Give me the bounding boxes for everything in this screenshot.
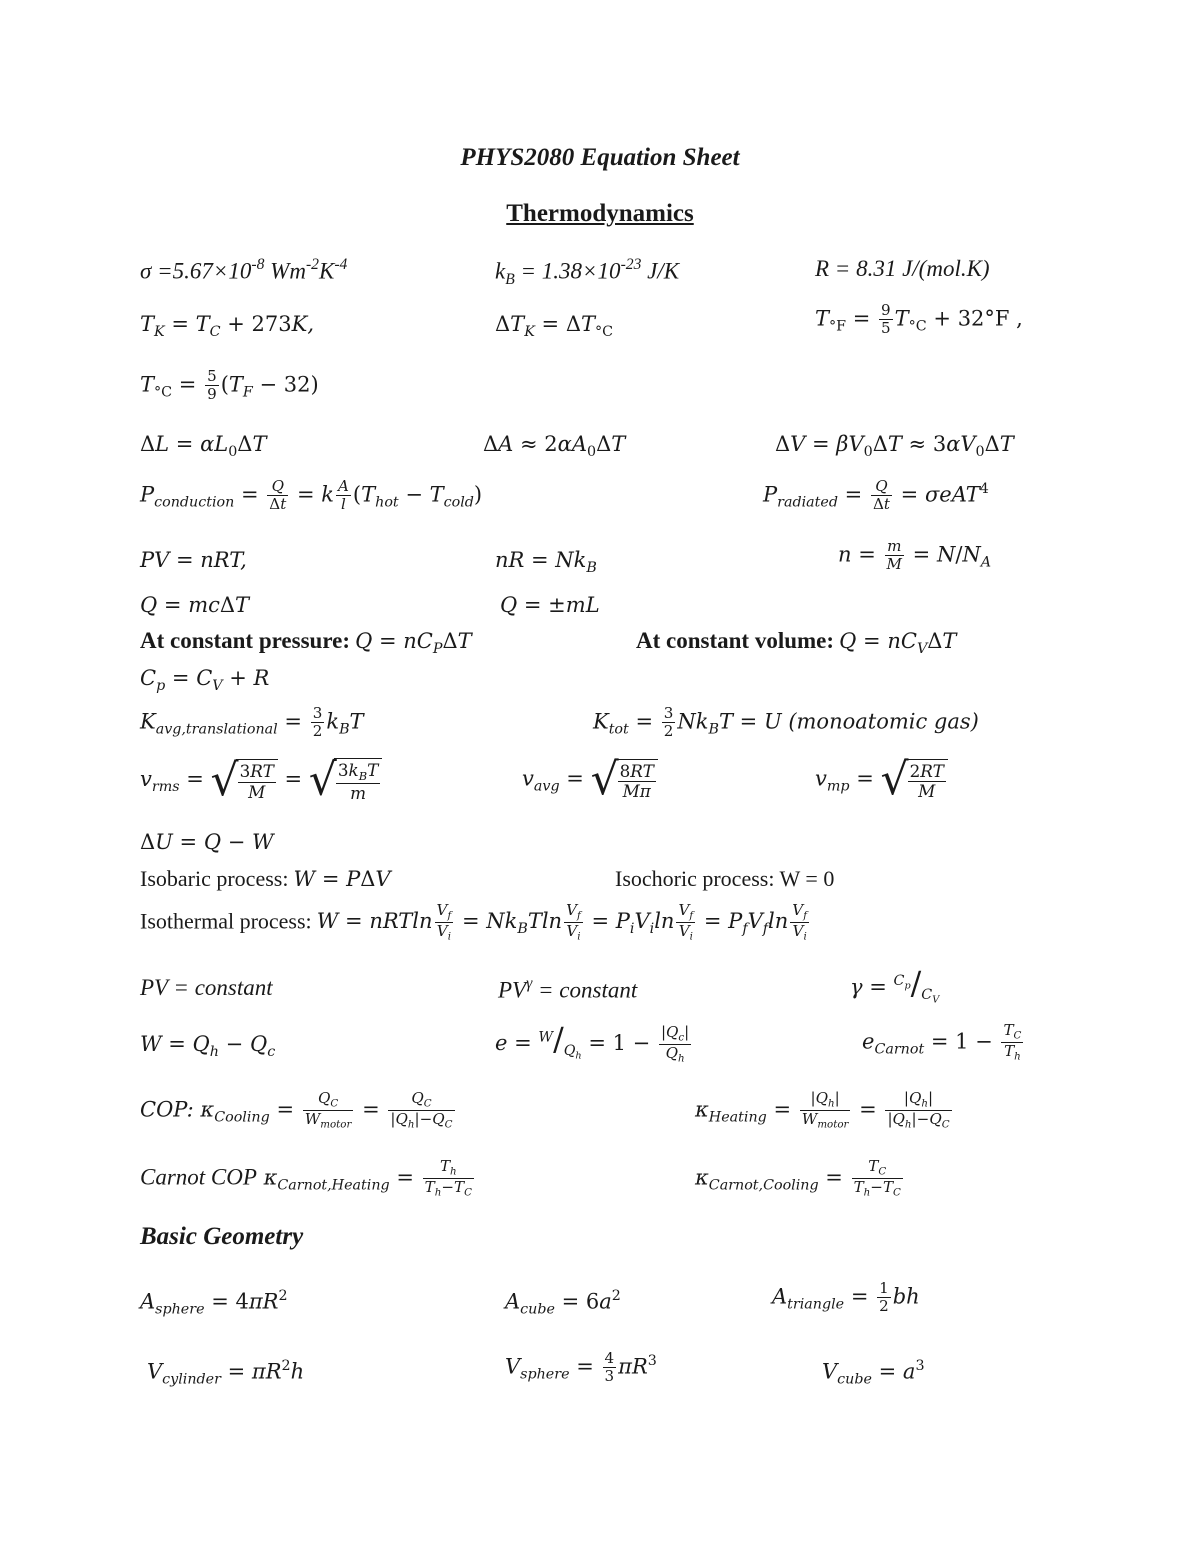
- constant-boltzmann: $k_B = 1.38\times 10^{-23}$ J/K: [495, 256, 680, 288]
- eq-mayer: $C_p = C_V + R$: [140, 666, 270, 694]
- eq-ideal-gas: PV = nRT,: [140, 548, 247, 572]
- eq-latent-heat: Q = ±mL: [500, 593, 600, 617]
- eq-cube-area: $A_{cube} = 6a^2$: [505, 1288, 621, 1318]
- eq-nr-nkb: nR = $Nk_B$: [495, 548, 597, 576]
- eq-carnot-cop-cooling: $\kappa_{Carnot,Cooling}$ = $\frac{T_C}{T_h-T_C}$: [695, 1157, 901, 1199]
- eq-kinetic-total: $K_{tot}$ = $\frac{3}{2}$ $Nk_BT = U$ (monoatomic gas): [593, 704, 979, 741]
- eq-conduction: $P_{conduction}$ = $\frac{Q}{\Delta t}$ = k $\frac{A}{l}$ $(T_{hot} - T_{cold})$: [140, 477, 483, 514]
- eq-sphere-area: $A_{sphere} = 4\pi R^2$: [140, 1288, 288, 1318]
- constant-gas-r: R = 8.31 J/(mol.K): [815, 256, 990, 281]
- section-heading-geometry: Basic Geometry: [140, 1223, 304, 1250]
- eq-isochoric: Isochoric process: W = 0: [615, 866, 835, 891]
- eq-constant-pressure: At constant pressure: $Q = nC_P\Delta T$: [140, 628, 472, 657]
- constant-sigma: $\sigma =5.67\times 10^{-8}$ $Wm^{-2}K^{-4}$: [140, 256, 348, 284]
- eq-isothermal: Isothermal process: W = nRTln $\frac{V_f}{V_i}$ = $Nk_BTln$ $\frac{V_f}{V_i}$ = $P_iV_i\ln$ $\frac{V_f}{V_i}$ = $P_fV_f\ln$ $\frac{V_f}{V_i}$: [140, 901, 808, 943]
- eq-gamma: $\gamma = ^{C_p}/_{C_V}$: [850, 966, 940, 1006]
- eq-cube-volume: $V_{cube} = a^3$: [822, 1358, 925, 1388]
- eq-constant-volume: At constant volume: $Q = nC_V\Delta T$: [636, 628, 957, 657]
- eq-vrms: $v_{rms}$ = √ $\frac{3RT}{M}$ = √ $3k_BT$ m: [140, 758, 382, 803]
- eq-radiation: $P_{radiated}$ = $\frac{Q}{\Delta t}$ = σeAT$^4$: [763, 477, 989, 514]
- eq-area-expansion: $\Delta A \approx 2\alpha A_0\Delta T$: [483, 432, 626, 460]
- eq-vmp: $v_{mp}$ = √ $\frac{2RT}{M}$: [815, 758, 948, 802]
- eq-pv-gamma: $PV^\gamma$ = constant: [498, 975, 638, 1003]
- eq-efficiency: $e = ^W/_{Q_h} = 1$ − $\frac{|Q_c|}{Q_h}$: [495, 1022, 690, 1065]
- eq-cop-cooling: COP: $\kappa_{Cooling}$ = $Q_C$ $W_{motor}$ = $\frac{Q_C}{|Q_h|-Q_C}$: [140, 1089, 453, 1131]
- eq-fahrenheit: $T_{^\circ F}$ = $\frac{9}{5}$ $T_{^\circ C} + 32^\circ F$ ,: [815, 301, 1023, 338]
- eq-heat-specific: Q = mcΔT: [140, 593, 250, 617]
- eq-work-engine: $W = Q_h - Q_c$: [140, 1032, 276, 1060]
- eq-celsius: $T_{^\circ C}$ = $\frac{5}{9}$ $(T_F - 32)$: [140, 367, 319, 404]
- eq-moles: n = $\frac{m}{M}$ = $N/N_A$: [838, 537, 992, 574]
- document-title: PHYS2080 Equation Sheet: [460, 144, 740, 171]
- eq-kelvin: $T_K = T_C + 273K$,: [140, 312, 315, 340]
- eq-carnot-efficiency: $e_{Carnot} = 1$ − $\frac{T_C}{T_h}$: [862, 1021, 1022, 1063]
- eq-cylinder-volume: $V_{cylinder} = \pi R^2h$: [147, 1358, 305, 1388]
- eq-first-law: ΔU = Q − W: [140, 830, 274, 854]
- eq-triangle-area: $A_{triangle}$ = $\frac{1}{2}$ bh: [772, 1279, 920, 1316]
- section-heading-thermodynamics: Thermodynamics: [506, 200, 694, 227]
- eq-cop-heating: $\kappa_{Heating}$ = $|Q_h|$ $W_{motor}$ = $\frac{|Q_h|}{|Q_h|-Q_C}$: [695, 1089, 950, 1131]
- eq-carnot-cop-heating: Carnot COP $\kappa_{Carnot,Heating}$ = $\frac{T_h}{T_h-T_C}$: [140, 1157, 472, 1199]
- eq-pv-constant: PV = constant: [140, 975, 273, 1000]
- eq-linear-expansion: $\Delta L = \alpha L_0\Delta T$: [140, 432, 267, 460]
- eq-isobaric: Isobaric process: W = PΔV: [140, 866, 391, 891]
- eq-kinetic-translational: $K_{avg,translational}$ = $\frac{3}{2}$ $k_BT$: [140, 704, 364, 741]
- eq-delta-kelvin: $\Delta T_K = \Delta T_{^\circ C}$: [495, 312, 614, 340]
- eq-sphere-volume: $V_{sphere}$ = $\frac{4}{3}$ $\pi R^3$: [505, 1349, 657, 1386]
- eq-volume-expansion: $\Delta V = \beta V_0\Delta T \approx 3\alpha V_0\Delta T$: [775, 432, 1014, 460]
- eq-vavg: $v_{avg}$ = √ $\frac{8RT}{M\pi}$: [522, 758, 658, 802]
